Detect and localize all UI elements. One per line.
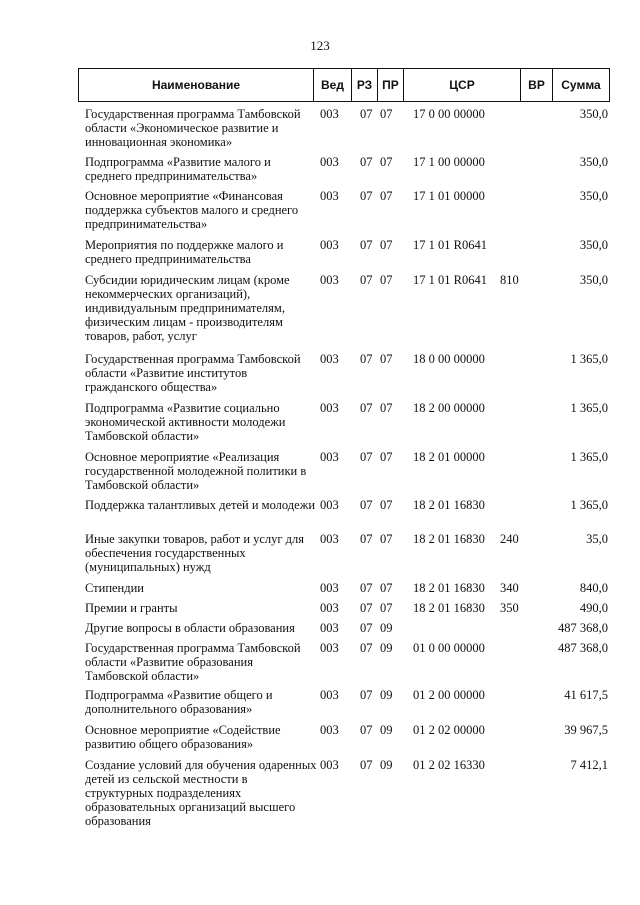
header-rz: РЗ xyxy=(352,69,378,101)
row-csr: 18 2 01 16830 xyxy=(413,581,485,595)
row-sum: 1 365,0 xyxy=(570,352,608,366)
row-pr: 09 xyxy=(380,758,393,772)
row-rz: 07 xyxy=(360,450,373,464)
row-ved: 003 xyxy=(320,581,339,595)
table-header xyxy=(78,68,610,102)
row-pr: 09 xyxy=(380,688,393,702)
row-sum: 350,0 xyxy=(579,189,608,203)
row-pr: 07 xyxy=(380,581,393,595)
row-ved: 003 xyxy=(320,155,339,169)
row-vr: 240 xyxy=(500,532,519,546)
row-rz: 07 xyxy=(360,238,373,252)
row-ved: 003 xyxy=(320,641,339,655)
row-name: Государственная программа Тамбовской области «Развитие институтов гражданского общества» xyxy=(85,352,301,394)
row-csr: 17 1 01 R0641 xyxy=(413,238,487,252)
row-csr: 01 2 00 00000 xyxy=(413,688,485,702)
row-sum: 487 368,0 xyxy=(558,621,608,635)
row-sum: 350,0 xyxy=(579,107,608,121)
row-sum: 487 368,0 xyxy=(558,641,608,655)
row-pr: 07 xyxy=(380,155,393,169)
row-rz: 07 xyxy=(360,401,373,415)
row-rz: 07 xyxy=(360,641,373,655)
row-name: Основное мероприятие «Реализация государственной молодежной политики в Тамбовской области» xyxy=(85,450,307,492)
row-rz: 07 xyxy=(360,273,373,287)
row-rz: 07 xyxy=(360,688,373,702)
header-sum: Сумма xyxy=(561,78,601,92)
row-sum: 41 617,5 xyxy=(564,688,608,702)
row-ved: 003 xyxy=(320,107,339,121)
row-sum: 350,0 xyxy=(579,238,608,252)
page-number: 123 xyxy=(310,38,330,53)
row-csr: 18 0 00 00000 xyxy=(413,352,485,366)
row-ved: 003 xyxy=(320,532,339,546)
row-vr: 810 xyxy=(500,273,519,287)
row-name: Иные закупки товаров, работ и услуг для обеспечения государственных (муниципальных) нужд xyxy=(85,532,305,574)
row-sum: 840,0 xyxy=(579,581,608,595)
row-pr: 07 xyxy=(380,532,393,546)
row-sum: 1 365,0 xyxy=(570,401,608,415)
row-csr: 01 2 02 16330 xyxy=(413,758,485,772)
row-name: Основное мероприятие «Содействие развитию общего образования» xyxy=(85,723,281,751)
row-name: Подпрограмма «Развитие общего и дополнительного образования» xyxy=(85,688,273,716)
row-rz: 07 xyxy=(360,107,373,121)
row-sum: 7 412,1 xyxy=(570,758,608,772)
row-ved: 003 xyxy=(320,621,339,635)
row-rz: 07 xyxy=(360,581,373,595)
row-ved: 003 xyxy=(320,238,339,252)
row-sum: 350,0 xyxy=(579,155,608,169)
row-pr: 09 xyxy=(380,641,393,655)
row-pr: 07 xyxy=(380,352,393,366)
row-sum: 1 365,0 xyxy=(570,498,608,512)
row-ved: 003 xyxy=(320,723,339,737)
row-csr: 18 2 00 00000 xyxy=(413,401,485,415)
row-ved: 003 xyxy=(320,189,339,203)
row-csr: 18 2 01 16830 xyxy=(413,498,485,512)
row-rz: 07 xyxy=(360,352,373,366)
row-name: Субсидии юридическим лицам (кроме некоммерческих организаций), индивидуальным предпринимателям, физическим лицам - производителям товаров, работ, услуг xyxy=(85,273,290,343)
row-vr: 350 xyxy=(500,601,519,615)
row-sum: 490,0 xyxy=(579,601,608,615)
row-csr: 01 0 00 00000 xyxy=(413,641,485,655)
row-pr: 07 xyxy=(380,189,393,203)
row-pr: 07 xyxy=(380,238,393,252)
row-sum: 1 365,0 xyxy=(570,450,608,464)
row-pr: 07 xyxy=(380,401,393,415)
row-ved: 003 xyxy=(320,758,339,772)
row-rz: 07 xyxy=(360,532,373,546)
row-ved: 003 xyxy=(320,601,339,615)
row-rz: 07 xyxy=(360,723,373,737)
row-sum: 35,0 xyxy=(586,532,608,546)
row-name: Другие вопросы в области образования xyxy=(85,621,295,635)
row-csr: 01 2 02 00000 xyxy=(413,723,485,737)
row-sum: 350,0 xyxy=(579,273,608,287)
row-csr: 18 2 01 16830 xyxy=(413,601,485,615)
row-pr: 09 xyxy=(380,723,393,737)
row-csr: 17 1 01 00000 xyxy=(413,189,485,203)
row-csr: 17 1 01 R0641 xyxy=(413,273,487,287)
row-rz: 07 xyxy=(360,155,373,169)
row-csr: 17 1 00 00000 xyxy=(413,155,485,169)
row-rz: 07 xyxy=(360,601,373,615)
row-sum: 39 967,5 xyxy=(564,723,608,737)
row-ved: 003 xyxy=(320,401,339,415)
header-ved: Вед xyxy=(314,69,352,101)
header-vr: ВР xyxy=(521,69,553,101)
row-csr: 17 0 00 00000 xyxy=(413,107,485,121)
row-ved: 003 xyxy=(320,352,339,366)
header-csr: ЦСР xyxy=(404,69,521,101)
row-rz: 07 xyxy=(360,498,373,512)
row-name: Создание условий для обучения одаренных детей из сельской местности в структурных подразделениях образовательных организаций высшего образования xyxy=(85,758,317,828)
row-ved: 003 xyxy=(320,273,339,287)
row-name: Подпрограмма «Развитие социально экономической активности молодежи Тамбовской области» xyxy=(85,401,286,443)
row-pr: 07 xyxy=(380,498,393,512)
row-ved: 003 xyxy=(320,688,339,702)
row-ved: 003 xyxy=(320,450,339,464)
row-csr: 18 2 01 00000 xyxy=(413,450,485,464)
row-pr: 07 xyxy=(380,450,393,464)
row-rz: 07 xyxy=(360,189,373,203)
header-pr: ПР xyxy=(378,69,404,101)
row-name: Подпрограмма «Развитие малого и среднего предпринимательства» xyxy=(85,155,271,183)
row-pr: 07 xyxy=(380,107,393,121)
row-name: Государственная программа Тамбовской области «Развитие образования Тамбовской области» xyxy=(85,641,301,683)
row-pr: 09 xyxy=(380,621,393,635)
row-name: Поддержка талантливых детей и молодежи xyxy=(85,498,316,512)
row-pr: 07 xyxy=(380,273,393,287)
row-name: Государственная программа Тамбовской области «Экономическое развитие и инновационная экономика» xyxy=(85,107,301,149)
row-vr: 340 xyxy=(500,581,519,595)
row-name: Основное мероприятие «Финансовая поддержка субъектов малого и среднего предпринимательства» xyxy=(85,189,299,231)
row-name: Премии и гранты xyxy=(85,601,178,615)
row-name: Стипендии xyxy=(85,581,144,595)
row-csr: 18 2 01 16830 xyxy=(413,532,485,546)
row-rz: 07 xyxy=(360,621,373,635)
row-pr: 07 xyxy=(380,601,393,615)
row-rz: 07 xyxy=(360,758,373,772)
row-ved: 003 xyxy=(320,498,339,512)
row-name: Мероприятия по поддержке малого и среднего предпринимательства xyxy=(85,238,284,266)
header-name: Наименование xyxy=(79,69,314,101)
